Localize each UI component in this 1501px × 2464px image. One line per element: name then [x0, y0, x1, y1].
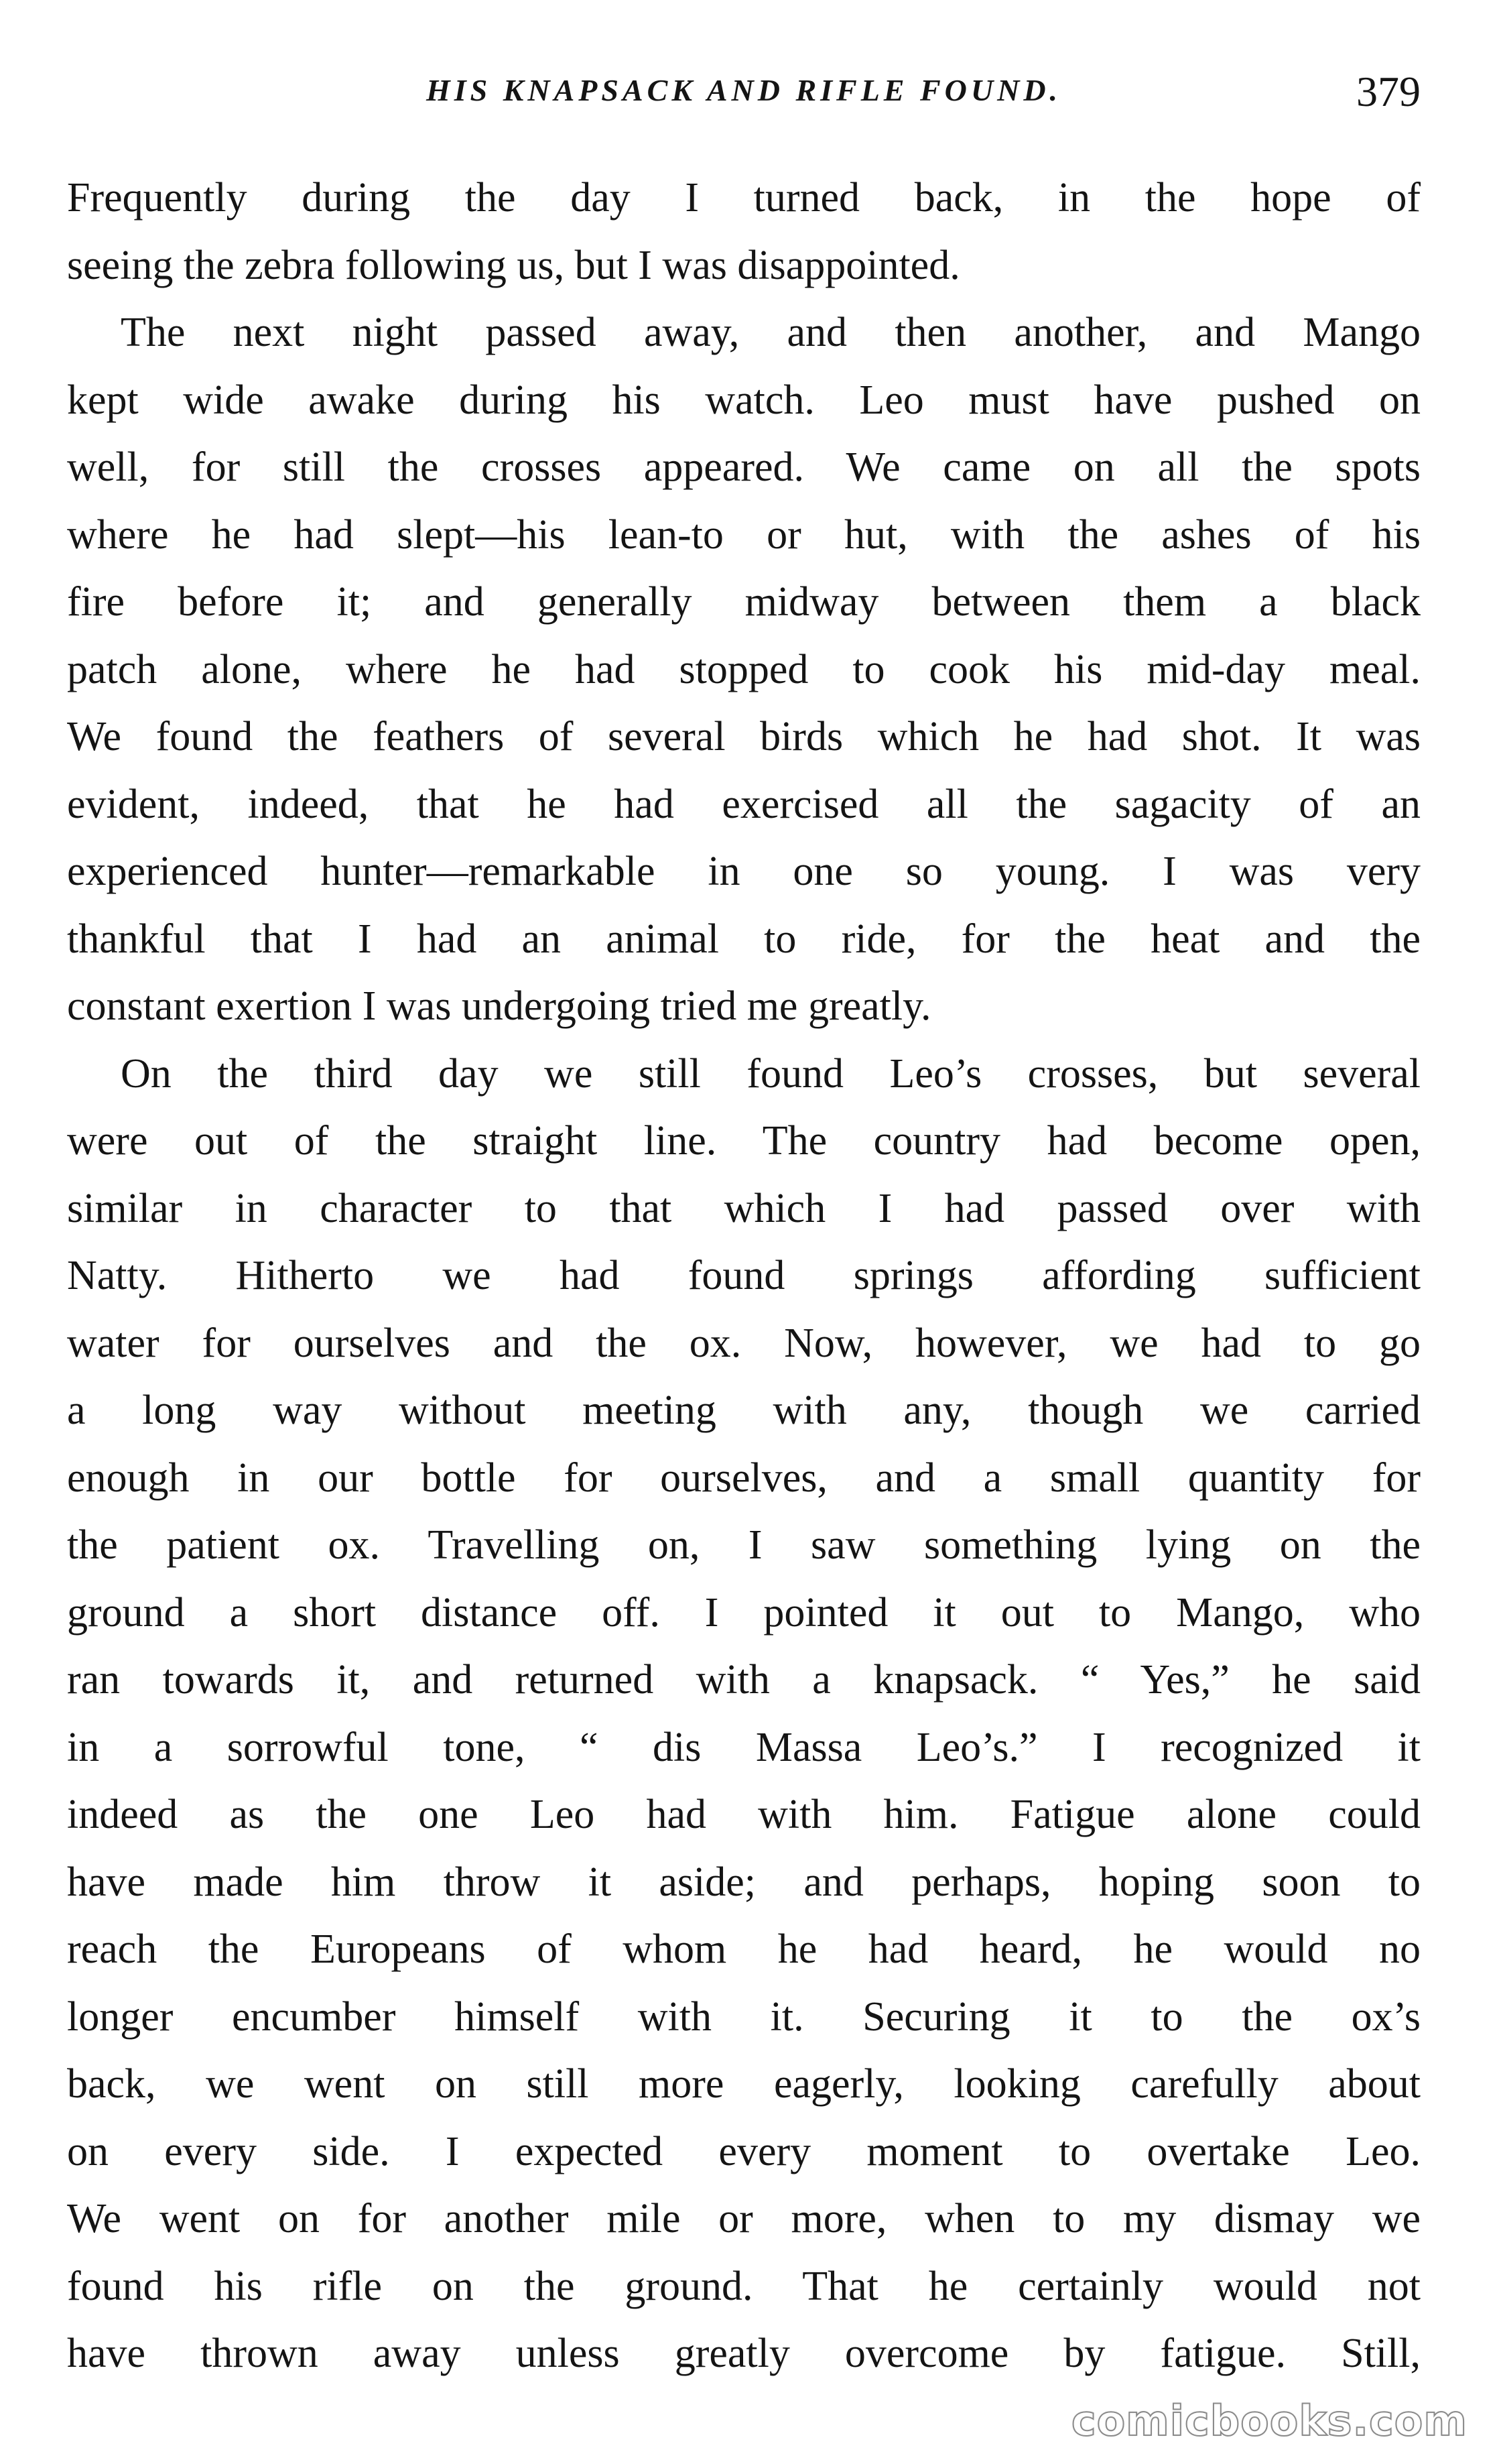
text-line: We found the feathers of several birds which he had shot. It was — [67, 714, 1421, 759]
text-line: The next night passed away, and then another, and Mango — [121, 310, 1421, 355]
text-line: experienced hunter—remarkable in one so young. I was very — [67, 849, 1421, 894]
running-head — [67, 67, 1421, 127]
text-line: ran towards it, and returned with a knapsack. “ Yes,” he said — [67, 1657, 1421, 1703]
text-line: well, for still the crosses appeared. We came on all the spots — [67, 444, 1421, 490]
text-line: fire before it; and generally midway between them a black — [67, 579, 1421, 625]
text-line: have thrown away unless greatly overcome by fatigue. Still, — [67, 2331, 1421, 2376]
text-line: water for ourselves and the ox. Now, however, we had to go — [67, 1320, 1421, 1366]
text-line: in a sorrowful tone, “ dis Massa Leo’s.” I recognized it — [67, 1724, 1421, 1770]
text-line: thankful that I had an animal to ride, for the heat and the — [67, 916, 1421, 962]
text-line: similar in character to that which I had passed over with — [67, 1185, 1421, 1231]
text-line: enough in our bottle for ourselves, and a small quantity for — [67, 1455, 1421, 1501]
text-line: We went on for another mile or more, when to my dismay we — [67, 2196, 1421, 2241]
text-line: a long way without meeting with any, though we carried — [67, 1388, 1421, 1433]
watermark-logo: comicbooks.com — [1071, 2396, 1467, 2445]
running-title: HIS KNAPSACK AND RIFLE FOUND. — [426, 73, 1062, 107]
text-line: seeing the zebra following us, but I was disappointed. — [67, 242, 960, 288]
text-line: where he had slept—his lean-to or hut, with the ashes of his — [67, 511, 1421, 558]
text-line: kept wide awake during his watch. Leo must have pushed on — [67, 377, 1421, 423]
text-line: found his rifle on the ground. That he certainly would not — [67, 2263, 1421, 2309]
text-line: longer encumber himself with it. Securing it to the ox’s — [67, 1993, 1421, 2040]
text-line: reach the Europeans of whom he had heard, he would no — [67, 1926, 1421, 1972]
body-text — [67, 164, 1421, 2388]
text-line: the patient ox. Travelling on, I saw something lying on the — [67, 1522, 1421, 1568]
text-line: Natty. Hitherto we had found springs affording sufficient — [67, 1253, 1421, 1298]
text-line: patch alone, where he had stopped to cook his mid-day meal. — [67, 646, 1421, 692]
text-line: On the third day we still found Leo’s crosses, but several — [121, 1050, 1421, 1097]
text-line: back, we went on still more eagerly, looking carefully about — [67, 2061, 1421, 2107]
text-line: have made him throw it aside; and perhaps, hoping soon to — [67, 1859, 1421, 1905]
text-line: Frequently during the day I turned back, in the hope of — [67, 175, 1421, 221]
text-line: ground a short distance off. I pointed it out to Mango, who — [67, 1589, 1421, 1636]
text-line: constant exertion I was undergoing tried me greatly. — [67, 983, 931, 1029]
text-line: indeed as the one Leo had with him. Fatigue alone could — [67, 1792, 1421, 1837]
text-line: evident, indeed, that he had exercised all the sagacity of an — [67, 781, 1421, 827]
text-line: on every side. I expected every moment to overtake Leo. — [67, 2128, 1421, 2174]
text-line: were out of the straight line. The country had become open, — [67, 1118, 1421, 1164]
page-number: 379 — [1356, 68, 1421, 115]
